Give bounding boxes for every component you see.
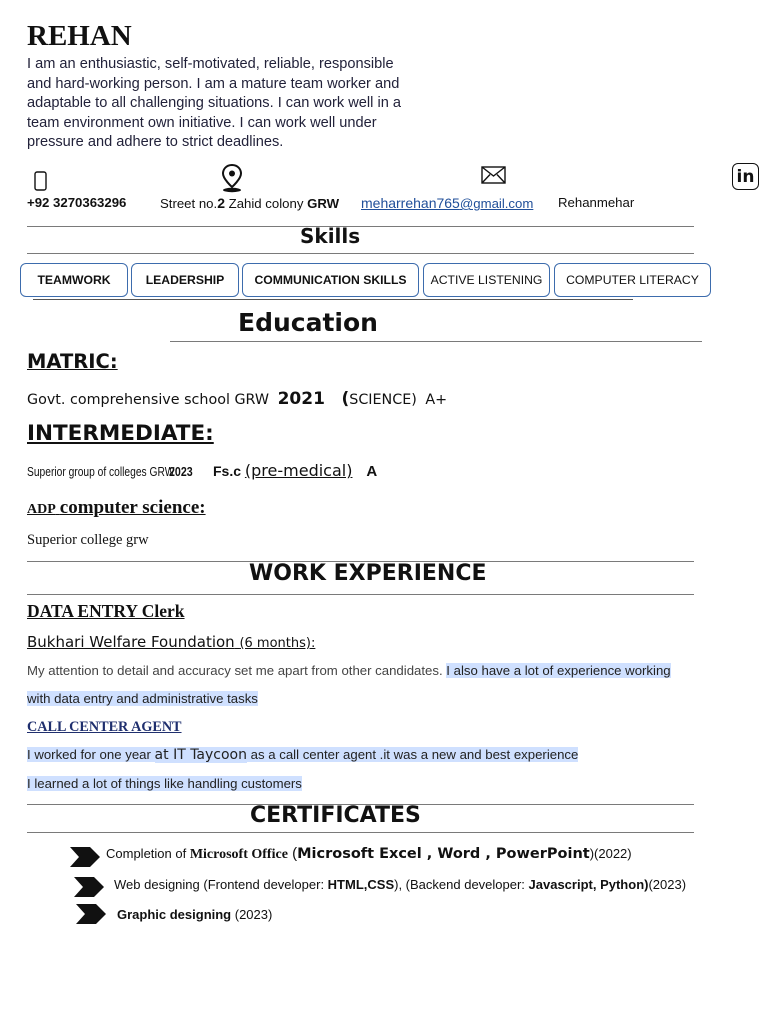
skill-computer-literacy: COMPUTER LITERACY <box>554 263 711 297</box>
divider <box>27 594 694 595</box>
job1-description-line1: My attention to detail and accuracy set me apart from other candidates. I also have a lot of experience working <box>27 663 671 678</box>
location-pin-icon <box>219 163 245 193</box>
address: Street no.2 Zahid colony GRW <box>160 195 340 211</box>
linkedin-username: Rehanmehar <box>558 195 635 210</box>
chevron-right-icon <box>74 877 104 897</box>
intermediate-heading: INTERMEDIATE: <box>27 421 214 446</box>
divider <box>27 253 694 254</box>
divider <box>27 226 694 227</box>
job1-title: DATA ENTRY Clerk <box>27 601 185 621</box>
certificate-web-designing: Web designing (Frontend developer: HTML,CSS), (Backend developer: Javascript, Python)(2023) <box>114 877 687 892</box>
skill-active-listening: ACTIVE LISTENING <box>423 263 550 297</box>
resume-name: REHAN <box>27 20 132 52</box>
matric-details: Govt. comprehensive school GRW 2021 (SCIENCE) A+ <box>27 389 448 409</box>
linkedin-icon[interactable]: in <box>732 163 759 190</box>
summary-paragraph: I am an enthusiastic, self-motivated, reliable, responsible and hard-working person. I am a mature team worker and adaptable to all challenging situations. I can work well in a team environment own initiative. I can work well under pressure and adhere to strict deadlines. <box>27 56 401 151</box>
skills-title: Skills <box>300 224 361 248</box>
certificate-microsoft-office: Completion of Microsoft Office (Microsoft Excel , Word , PowerPoint)(2022) <box>106 845 632 862</box>
skill-communication: COMMUNICATION SKILLS <box>242 263 419 297</box>
email-icon <box>481 166 506 184</box>
divider <box>27 832 694 833</box>
job1-organization: Bukhari Welfare Foundation (6 months): <box>27 633 316 651</box>
certificate-graphic-designing: Graphic designing (2023) <box>117 907 273 922</box>
skill-leadership: LEADERSHIP <box>131 263 239 297</box>
divider <box>33 299 633 300</box>
adp-heading: ADP computer science: <box>27 497 206 518</box>
chevron-right-icon <box>76 904 106 924</box>
chevron-right-icon <box>70 847 100 867</box>
job2-title: CALL CENTER AGENT <box>27 719 182 735</box>
intermediate-details: Superior group of colleges GRW2023 Fs.c (pre-medical) A <box>27 461 378 480</box>
matric-heading: MATRIC: <box>27 350 118 373</box>
phone-icon <box>34 171 47 191</box>
skill-teamwork: TEAMWORK <box>20 263 128 297</box>
work-experience-title: WORK EXPERIENCE <box>249 561 487 586</box>
job1-description-line2: with data entry and administrative tasks <box>27 691 258 706</box>
adp-school: Superior college grw <box>27 532 149 548</box>
job2-description-line2: I learned a lot of things like handling customers <box>27 776 302 791</box>
certificates-title: CERTIFICATES <box>250 803 421 828</box>
education-title: Education <box>238 308 378 337</box>
email-link[interactable]: meharrehan765@gmail.com <box>361 195 534 211</box>
phone-number: +92 3270363296 <box>27 195 127 210</box>
divider <box>170 341 702 342</box>
job2-description-line1: I worked for one year at IT Taycoon as a call center agent .it was a new and best experience <box>27 747 579 763</box>
